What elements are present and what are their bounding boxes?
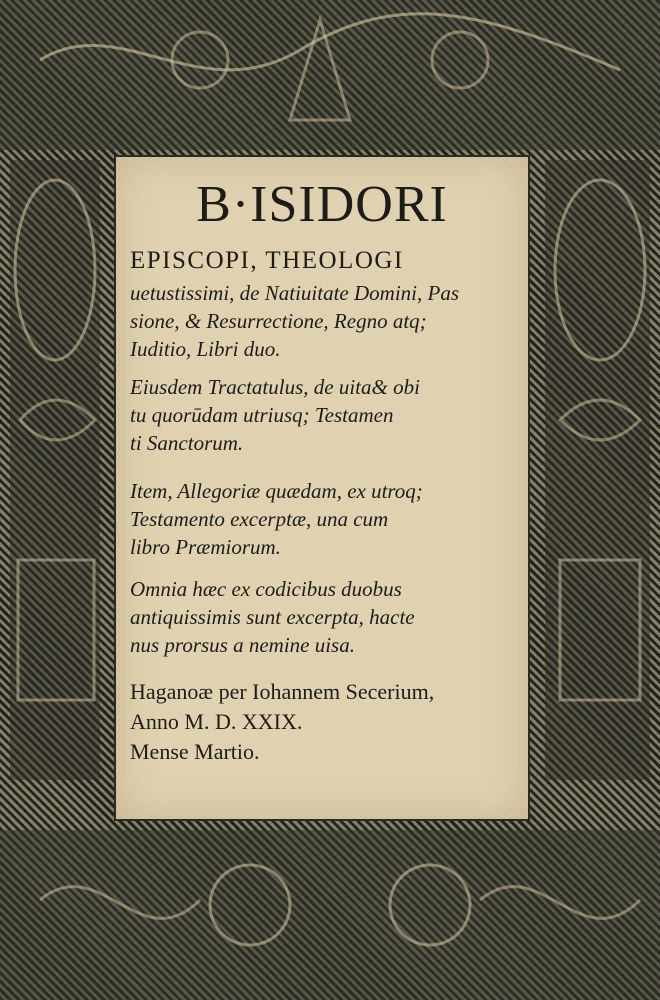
allegoriae-line-1: Item, Allegoriæ quædam, ex utroq; — [130, 479, 423, 503]
omnia-line-2: antiquissimis sunt excerpta, hacte — [130, 605, 415, 629]
omnia-line-3: nus prorsus a nemine uisa. — [130, 633, 355, 657]
tractatulus-line-3: ti Sanctorum. — [130, 431, 244, 455]
allegoriae-line-3: libro Præmiorum. — [130, 535, 281, 559]
intro-line-2: uetustissimi, de Natiuitate Domini, Pas — [130, 281, 459, 305]
text-panel — [116, 157, 528, 819]
allegoriae-line-2: Testamento excerptæ, una cum — [130, 507, 389, 531]
title-text-block — [116, 157, 528, 819]
intro-line-1: EPISCOPI, THEOLOGI — [130, 247, 404, 274]
imprint-line-1: Haganoæ per Iohannem Secerium, — [130, 679, 435, 704]
tractatulus-line-2: tu quorūdam utriusq; Testamen — [130, 403, 394, 427]
book-title: B·ISIDORI — [196, 176, 448, 233]
omnia-line-1: Omnia hæc ex codicibus duobus — [130, 577, 402, 601]
tractatulus-line-1: Eiusdem Tractatulus, de uita& obi — [130, 375, 420, 399]
intro-line-4: Iuditio, Libri duo. — [130, 337, 281, 361]
imprint-line-2: Anno M. D. XXIX. — [130, 709, 303, 734]
imprint-line-3: Mense Martio. — [130, 739, 260, 764]
intro-line-3: sione, & Resurrectione, Regno atq; — [130, 309, 427, 333]
